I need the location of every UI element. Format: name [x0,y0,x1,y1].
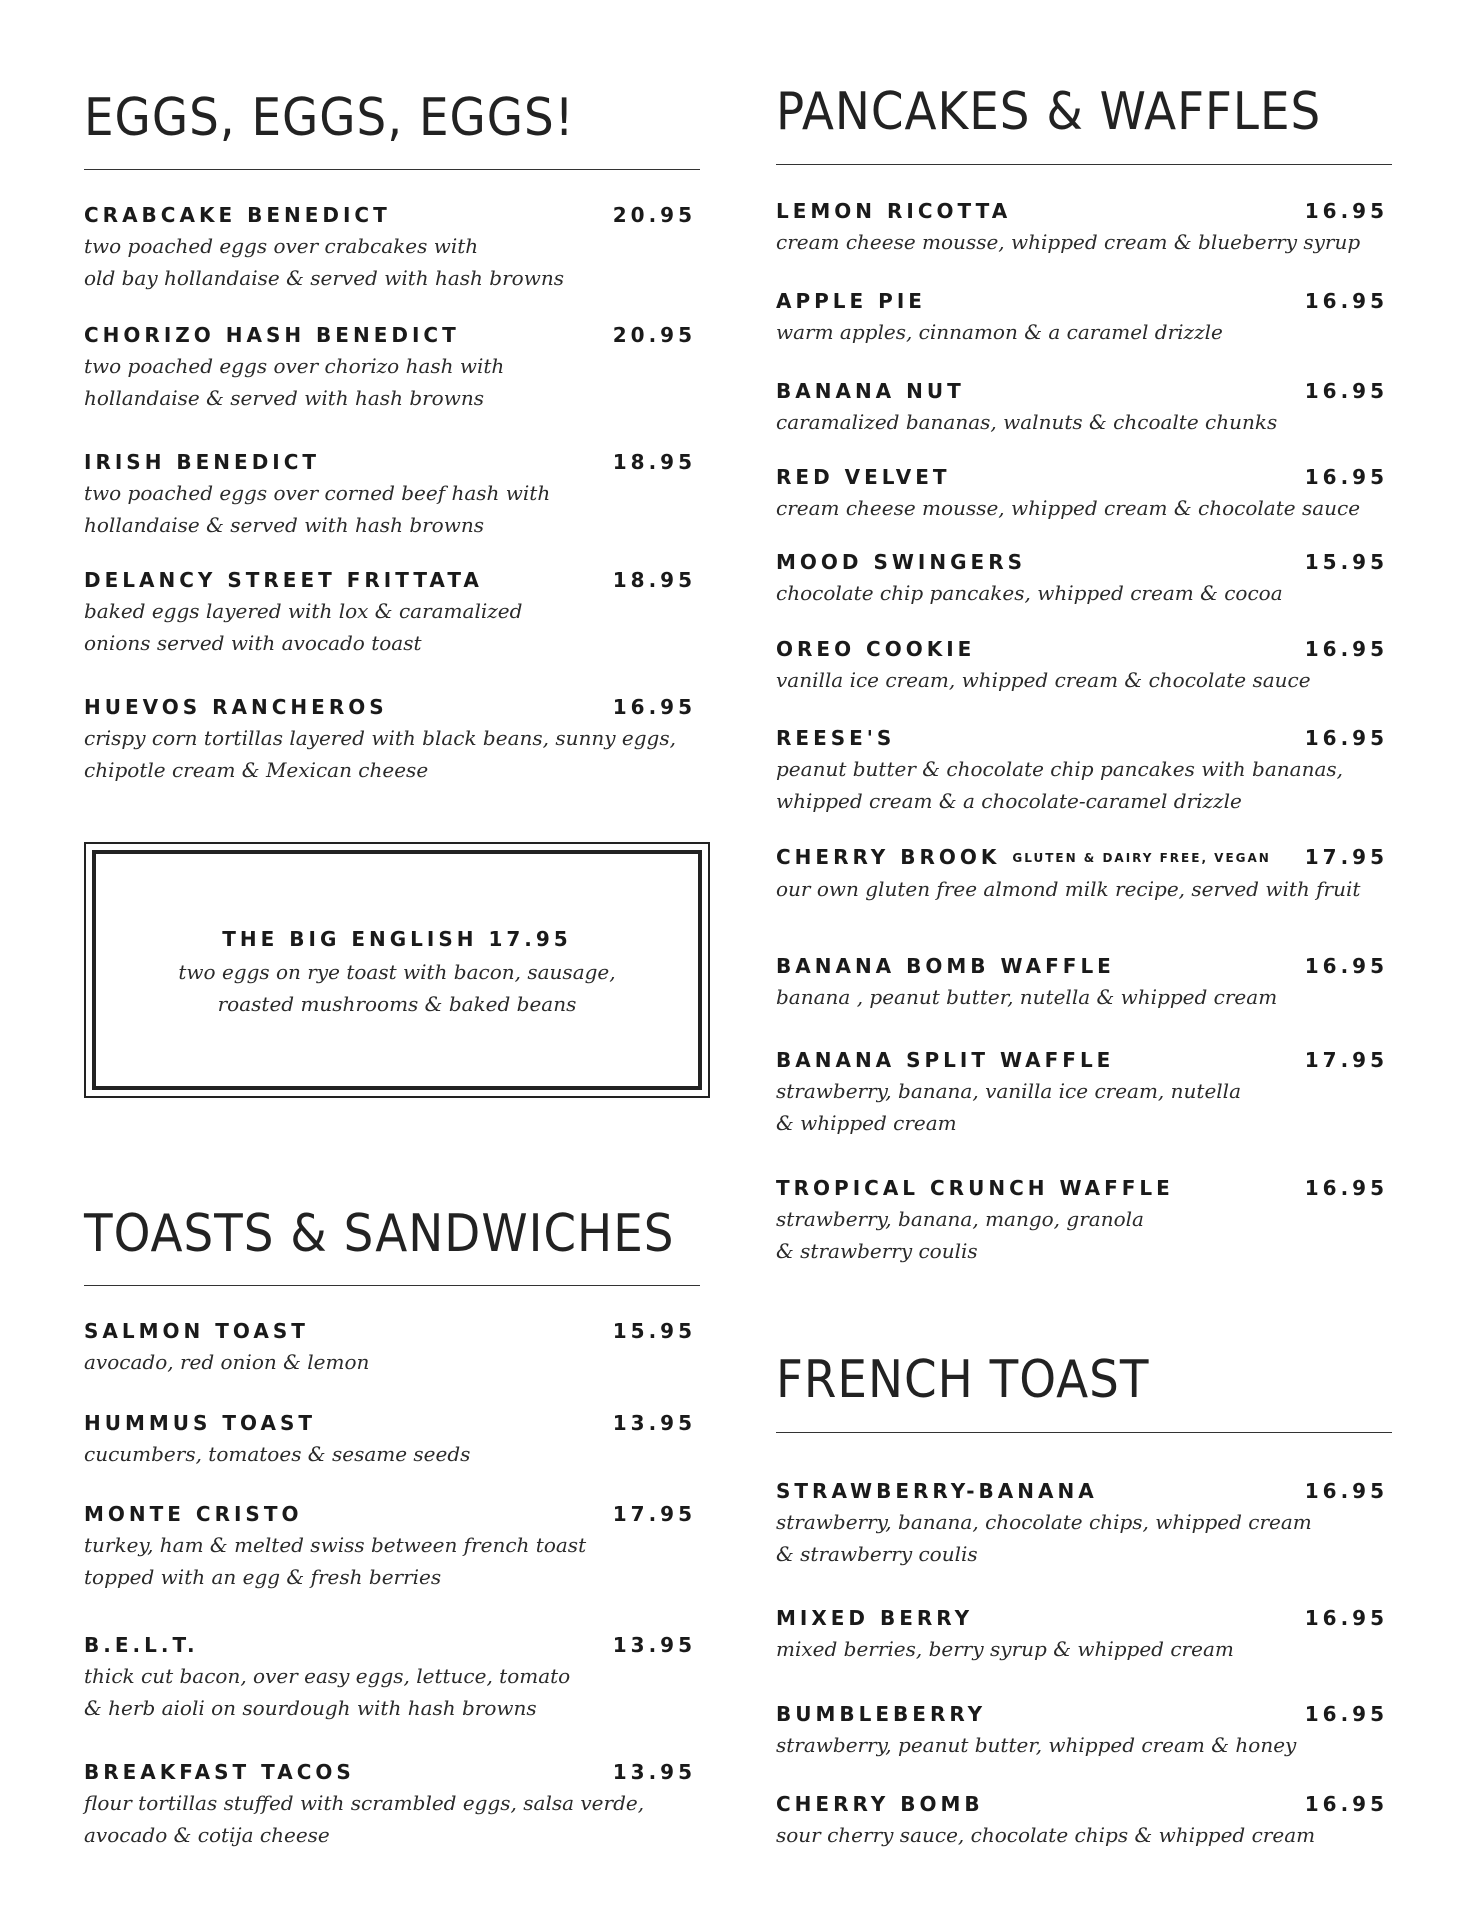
item-name: REESE'S [776,726,896,750]
item-name: HUEVOS RANCHEROS [84,695,388,719]
item-description: baked eggs layered with lox & caramalized onions served with avocado toast [84,599,523,655]
item-name: CHORIZO HASH BENEDICT [84,323,460,347]
menu-item-mixed-berry [776,1605,1392,1665]
menu-item-lemon-ricotta [776,198,1392,258]
item-name: BUMBLEBERRY [776,1702,987,1726]
item-price: 16.95 [612,695,696,719]
menu-item-hummus-toast [84,1410,700,1470]
item-price: 13.95 [612,1760,696,1784]
item-name: CHERRY BOMB [776,1792,984,1816]
item-description: banana , peanut butter, nutella & whipped cream [776,985,1278,1009]
item-description: strawberry, banana, vanilla ice cream, nutella & whipped cream [776,1079,1241,1135]
special-description: two eggs on rye toast with bacon, sausage, roasted mushrooms & baked beans [178,960,616,1016]
item-name: MOOD SWINGERS [776,550,1026,574]
menu-item-breakfast-tacos [84,1759,700,1851]
menu-item-cherry-brook [776,844,1392,905]
menu-item-red-velvet [776,464,1392,524]
item-name: STRAWBERRY-BANANA [776,1479,1098,1503]
menu-item-belt [84,1632,700,1724]
item-description: vanilla ice cream, whipped cream & chocolate sauce [776,668,1311,692]
item-description: our own gluten free almond milk recipe, served with fruit [776,877,1361,901]
menu-item-banana-bomb-waffle [776,953,1392,1013]
item-name: TROPICAL CRUNCH WAFFLE [776,1176,1174,1200]
item-description: caramalized bananas, walnuts & chcoalte chunks [776,410,1278,434]
item-description: mixed berries, berry syrup & whipped cream [776,1637,1234,1661]
item-description: two poached eggs over corned beef hash with hollandaise & served with hash browns [84,481,551,537]
item-description: cucumbers, tomatoes & sesame seeds [84,1442,471,1466]
item-name-text: CHERRY BROOK [776,845,1001,869]
menu-item-chorizo-hash-benedict [84,322,700,414]
item-price: 18.95 [612,568,696,592]
special-box [84,842,710,1098]
item-description: avocado, red onion & lemon [84,1350,370,1374]
item-price: 17.95 [1304,1048,1388,1072]
menu-item-oreo-cookie [776,636,1392,696]
menu-item-monte-cristo [84,1501,700,1593]
dietary-tag: GLUTEN & DAIRY FREE, VEGAN [1012,851,1271,865]
item-description: sour cherry sauce, chocolate chips & whipped cream [776,1823,1316,1847]
item-price: 13.95 [612,1411,696,1435]
item-price: 16.95 [1304,726,1388,750]
menu-item-salmon-toast [84,1318,700,1378]
menu-item-reeses [776,725,1392,817]
item-name: HUMMUS TOAST [84,1411,317,1435]
item-name: DELANCY STREET FRITTATA [84,568,483,592]
eggs-section-title: EGGS, EGGS, EGGS! [84,88,575,148]
item-description: crispy corn tortillas layered with black beans, sunny eggs, chipotle cream & Mexican cheese [84,726,676,782]
french-toast-section-title: FRENCH TOAST [776,1350,1150,1410]
item-name: BANANA SPLIT WAFFLE [776,1048,1115,1072]
item-price: 16.95 [1304,199,1388,223]
item-description: flour tortillas stuffed with scrambled eggs, salsa verde, avocado & cotija cheese [84,1791,645,1847]
item-price: 16.95 [1304,379,1388,403]
item-description: two poached eggs over crabcakes with old bay hollandaise & served with hash browns [84,234,564,290]
menu-item-apple-pie [776,288,1392,348]
item-name: OREO COOKIE [776,637,976,661]
menu-item-strawberry-banana [776,1478,1392,1570]
menu-item-mood-swingers [776,549,1392,609]
toasts-section-title: TOASTS & SANDWICHES [84,1204,675,1264]
pancakes-divider [776,164,1392,165]
item-price: 17.95 [612,1502,696,1526]
item-description: strawberry, banana, chocolate chips, whipped cream & strawberry coulis [776,1510,1312,1566]
item-description: cream cheese mousse, whipped cream & blueberry syrup [776,230,1361,254]
menu-item-banana-nut [776,378,1392,438]
item-name: MONTE CRISTO [84,1502,303,1526]
item-price: 16.95 [1304,1792,1388,1816]
menu-item-delancy-street-frittata [84,567,700,659]
item-name: BREAKFAST TACOS [84,1760,355,1784]
item-price: 18.95 [612,450,696,474]
menu-item-bumbleberry [776,1701,1392,1761]
item-description: chocolate chip pancakes, whipped cream & cocoa [776,581,1283,605]
item-price: 17.95 [1304,845,1388,869]
item-description: two poached eggs over chorizo hash with hollandaise & served with hash browns [84,354,505,410]
item-price: 16.95 [1304,1176,1388,1200]
pancakes-section-title: PANCAKES & WAFFLES [776,82,1322,142]
item-price: 13.95 [612,1633,696,1657]
menu-item-cherry-bomb [776,1791,1392,1851]
item-name: IRISH BENEDICT [84,450,321,474]
item-price: 15.95 [612,1319,696,1343]
item-price: 16.95 [1304,1702,1388,1726]
item-price: 20.95 [612,203,696,227]
item-price: 16.95 [1304,954,1388,978]
item-description: warm apples, cinnamon & a caramel drizzle [776,320,1223,344]
item-name: BANANA NUT [776,379,965,403]
menu-item-banana-split-waffle [776,1047,1392,1139]
item-price: 20.95 [612,323,696,347]
item-price: 16.95 [1304,1479,1388,1503]
special-content [96,926,698,1020]
item-description: strawberry, peanut butter, whipped cream & honey [776,1733,1297,1757]
menu-item-crabcake-benedict [84,202,700,294]
item-price: 16.95 [1304,289,1388,313]
item-description: strawberry, banana, mango, granola & strawberry coulis [776,1207,1144,1263]
item-name: MIXED BERRY [776,1606,974,1630]
menu-item-irish-benedict [84,449,700,541]
item-name: APPLE PIE [776,289,926,313]
item-name [776,844,1392,871]
eggs-divider [84,169,700,170]
special-title: THE BIG ENGLISH 17.95 [222,927,572,951]
item-name: RED VELVET [776,465,951,489]
menu-item-huevos-rancheros [84,694,700,786]
french-toast-divider [776,1432,1392,1433]
item-price: 16.95 [1304,1606,1388,1630]
item-name: SALMON TOAST [84,1319,309,1343]
toasts-divider [84,1285,700,1286]
item-price: 15.95 [1304,550,1388,574]
item-name: B.E.L.T. [84,1633,199,1657]
item-price: 16.95 [1304,465,1388,489]
menu-item-tropical-crunch-waffle [776,1175,1392,1267]
item-description: cream cheese mousse, whipped cream & chocolate sauce [776,496,1361,520]
item-description: thick cut bacon, over easy eggs, lettuce, tomato & herb aioli on sourdough with hash browns [84,1664,571,1720]
item-description: peanut butter & chocolate chip pancakes with bananas, whipped cream & a chocolate-caramel drizzle [776,757,1344,813]
item-price: 16.95 [1304,637,1388,661]
item-description: turkey, ham & melted swiss between french toast topped with an egg & fresh berries [84,1533,587,1589]
item-name: LEMON RICOTTA [776,199,1012,223]
special-box-inner-border [92,850,702,1090]
item-name: BANANA BOMB WAFFLE [776,954,1115,978]
item-name: CRABCAKE BENEDICT [84,203,391,227]
